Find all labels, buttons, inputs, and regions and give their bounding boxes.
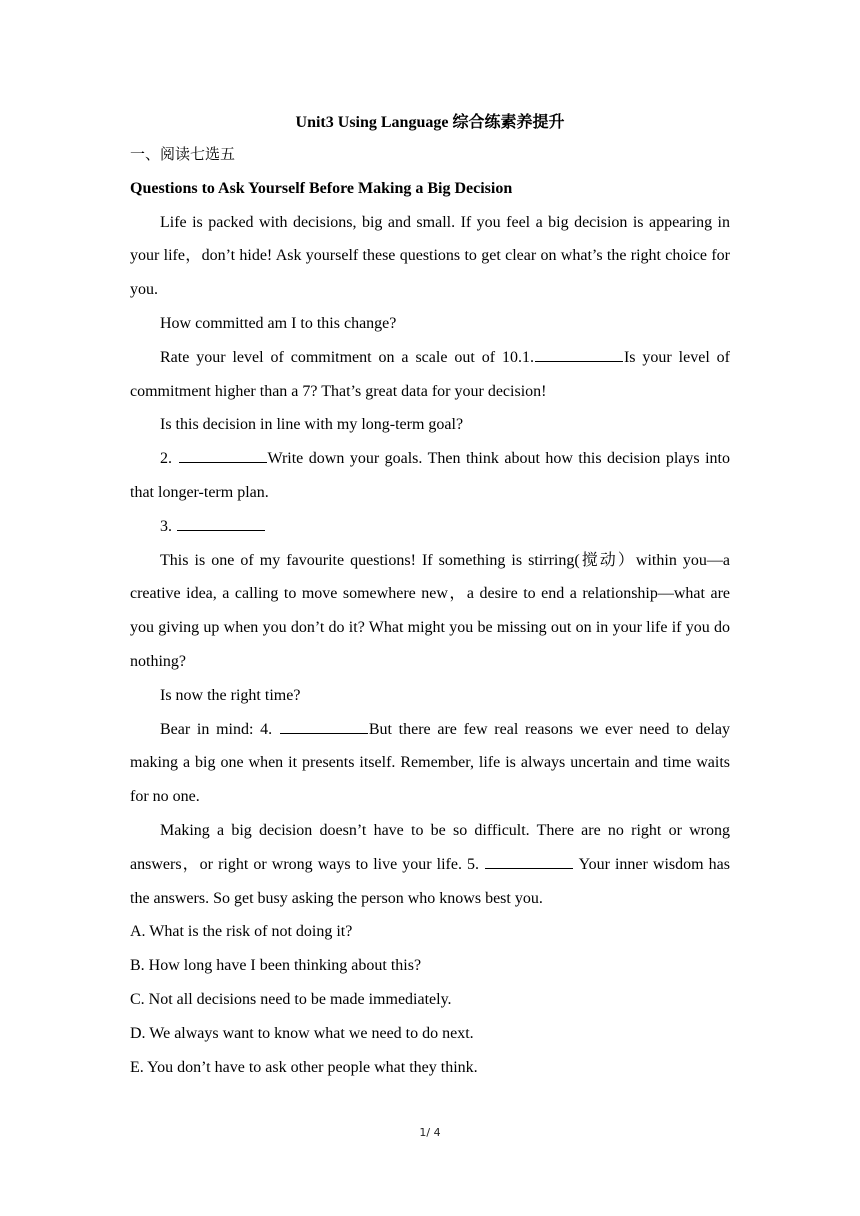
blank-4[interactable] (280, 717, 368, 734)
blank-3[interactable] (177, 514, 265, 531)
question-2-paragraph (130, 442, 730, 510)
blank-1[interactable] (535, 345, 623, 362)
question-3-paragraph: This is one of my favourite questions! If something is stirring(搅动）within you—a creative idea, a calling to move somewhere new，a desire to end a relationship—what are you giving up when you don’t do it? What might you be missing out on in your life if you do nothing? (130, 551, 730, 670)
closing-text-before: Making a big decision doesn’t have to be so difficult. There are no right or wrong answers，or right or wrong ways to live your life. 5. (130, 821, 730, 873)
question-1-text-after: Is your level of commitment higher than a 7? That’s great data for your decision! (130, 348, 731, 400)
question-1-paragraph (130, 341, 730, 409)
question-2-text-after: Write down your goals. Then think about how this decision plays into that longer-term plan. (130, 450, 731, 501)
question-3-line (130, 510, 730, 544)
section-heading: 一、阅读七选五 (130, 145, 236, 163)
option-c: C. Not all decisions need to be made immediately. (130, 990, 452, 1008)
option-b: B. How long have I been thinking about this? (130, 957, 422, 975)
document-content (130, 108, 730, 1084)
question-1-text-before: Rate your level of commitment on a scale out of 10.1. (160, 348, 534, 366)
option-e: E. You don’t have to ask other people what they think. (130, 1058, 478, 1076)
question-2-heading: Is this decision in line with my long-term goal? (160, 416, 464, 434)
blank-2[interactable] (179, 446, 267, 463)
question-3-number: 3. (160, 517, 176, 535)
closing-paragraph (130, 814, 730, 915)
intro-paragraph: Life is packed with decisions, big and small. If you feel a big decision is appearing in your life，don’t hide! Ask yourself these questions to get clear on what’s the right choice for you. (130, 213, 730, 299)
question-4-paragraph (130, 713, 730, 814)
blank-5[interactable] (485, 852, 573, 869)
question-2-text-before: 2. (160, 450, 178, 468)
option-a: A. What is the risk of not doing it? (130, 923, 353, 941)
option-d: D. We always want to know what we need to do next. (130, 1024, 474, 1042)
question-4-text-after: But there are few real reasons we ever need to delay making a big one when it presents itself. Remember, life is always uncertain and time waits for no one. (130, 720, 730, 806)
closing-text-after: Your inner wisdom has the answers. So get busy asking the person who knows best you. (130, 855, 730, 907)
question-4-text-before: Bear in mind: 4. (160, 720, 279, 738)
question-1-heading: How committed am I to this change? (160, 314, 397, 332)
question-4-heading: Is now the right time? (160, 686, 301, 704)
passage-title: Questions to Ask Yourself Before Making a Big Decision (130, 179, 513, 197)
page-number: 1/ 4 (419, 1126, 441, 1139)
document-title: Unit3 Using Language 综合练素养提升 (295, 114, 565, 131)
